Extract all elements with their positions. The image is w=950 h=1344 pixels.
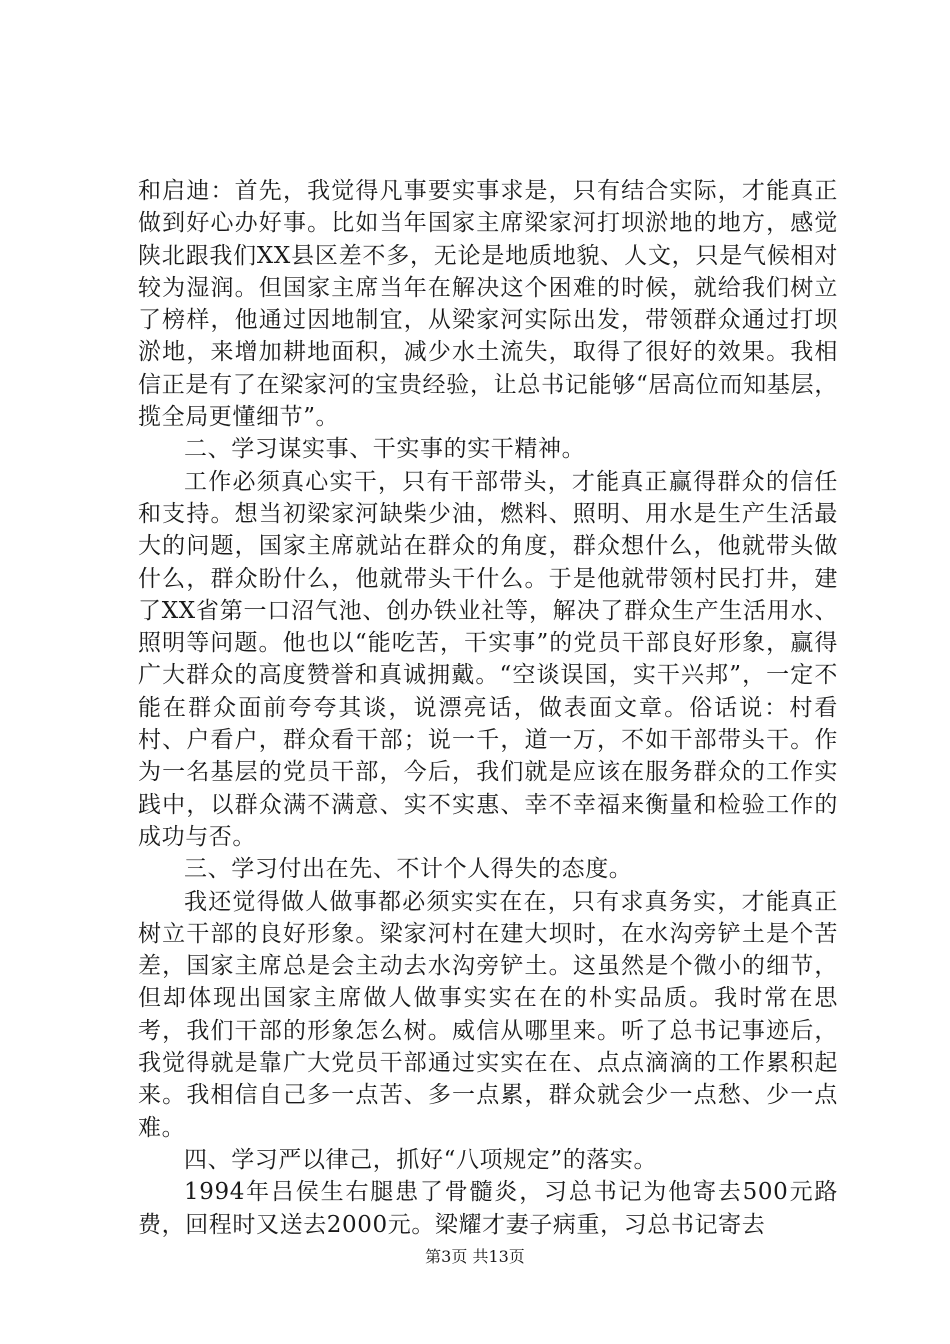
paragraph-section-4: 1994年吕侯生右腿患了骨髓炎，习总书记为他寄去500元路费，回程时又送去2000元。梁耀才妻子病重，习总书记寄去 [138, 1179, 838, 1238]
section-heading-4: 四、学习严以律己，抓好“八项规定”的落实。 [184, 1146, 658, 1173]
section-heading-3: 三、学习付出在先、不计个人得失的态度。 [184, 856, 633, 883]
section-heading-2: 二、学习谋实事、干实事的实干精神。 [184, 436, 586, 463]
paragraph-intro: 和启迪：首先，我觉得凡事要实事求是，只有结合实际，才能真正做到好心办好事。比如当年国家主席梁家河打坝淤地的地方，感觉陕北跟我们XX县区差不多，无论是地质地貌、人文，只是气候相对较为湿润。但国家主席当年在解决这个困难的时候，就给我们树立了榜样，他通过因地制宜，从梁家河实际出发，带领群众通过打坝淤地，来增加耕地面积，减少水土流失，取得了很好的效果。我相信正是有了在梁家河的宝贵经验，让总书记能够“居高位而知基层，揽全局更懂细节”。 [138, 178, 838, 431]
page-footer: 第3页 共13页 [425, 1247, 525, 1266]
document-body [138, 175, 838, 1241]
paragraph-section-3: 我还觉得做人做事都必须实实在在，只有求真务实，才能真正树立干部的良好形象。梁家河村在建大坝时，在水沟旁铲土是个苦差，国家主席总是会主动去水沟旁铲土。这虽然是个微小的细节，但却体现出国家主席做人做事实实在在的朴实品质。我时常在思考，我们干部的形象怎么树。威信从哪里来。听了总书记事迹后，我觉得就是靠广大党员干部通过实实在在、点点滴滴的工作累积起来。我相信自己多一点苦、多一点累，群众就会少一点愁、少一点难。 [138, 888, 838, 1141]
paragraph-section-2: 工作必须真心实干，只有干部带头，才能真正赢得群众的信任和支持。想当初梁家河缺柴少油，燃料、照明、用水是生产生活最大的问题，国家主席就站在群众的角度，群众想什么，他就带头做什么，群众盼什么，他就带头干什么。于是他就带领村民打井，建了XX省第一口沼气池、创办铁业社等，解决了群众生产生活用水、照明等问题。他也以“能吃苦，干实事”的党员干部良好形象，赢得广大群众的高度赞誉和真诚拥戴。“空谈误国，实干兴邦”，一定不能在群众面前夸夸其谈，说漂亮话，做表面文章。俗话说：村看村、户看户，群众看干部；说一千，道一万，不如干部带头干。作为一名基层的党员干部，今后，我们就是应该在服务群众的工作实践中，以群众满不满意、实不实惠、幸不幸福来衡量和检验工作的成功与否。 [138, 468, 838, 850]
